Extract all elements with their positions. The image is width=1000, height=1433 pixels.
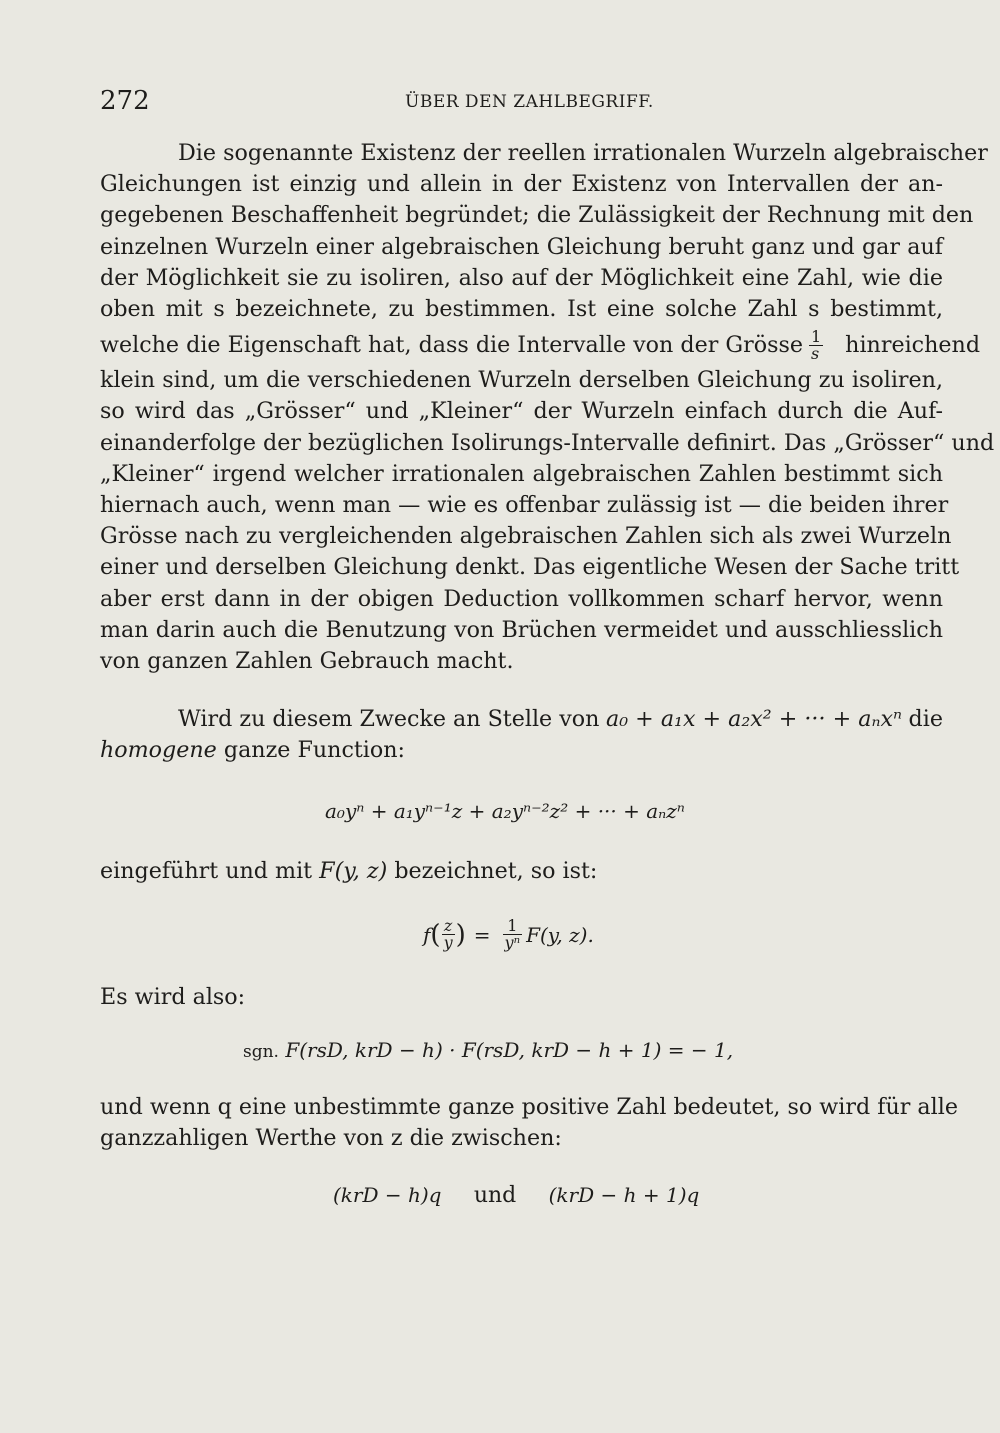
fraction-one-over-s: [809, 326, 823, 363]
text-line-with-fraction: [100, 325, 981, 365]
text-line: man darin auch die Benutzung von Brüchen vermeidet und ausschliesslich: [100, 616, 943, 643]
text-segment: hinreichend: [845, 332, 981, 359]
interval-und: und: [473, 1183, 517, 1208]
fraction-numerator: z: [442, 918, 455, 935]
polynomial-inline: a₀ + a₁x + a₂x² + ··· + aₙxⁿ: [606, 706, 902, 732]
text-line: einanderfolge der bezüglichen Isolirungs-Intervalle definirt. Das „Grösser“ und: [100, 429, 995, 456]
text-line: einzelnen Wurzeln einer algebraischen Gleichung beruht ganz und gar auf: [100, 233, 943, 260]
formula-lhs: f: [423, 922, 431, 947]
fraction-numerator: 1: [503, 918, 523, 935]
text-line: gegebenen Beschaffenheit begründet; die Zulässigkeit der Rechnung mit den: [100, 202, 974, 229]
fraction-numerator: 1: [810, 326, 822, 346]
text-segment: bezeichnet, so ist:: [394, 858, 598, 884]
fraction-z-over-y: [442, 918, 455, 951]
text-line: Die sogenannte Existenz der reellen irrationalen Wurzeln algebraischer: [178, 140, 988, 166]
formula-rhs: F(y, z).: [526, 922, 594, 947]
text-segment: Wird zu diesem Zwecke an Stelle von: [178, 706, 600, 732]
text-line: aber erst dann in der obigen Deduction vollkommen scharf hervor, wenn: [100, 585, 943, 612]
text-line: einer und derselben Gleichung denkt. Das eigentliche Wesen der Sache tritt: [100, 554, 960, 581]
text-line: klein sind, um die verschiedenen Wurzeln derselben Gleichung zu isoliren,: [100, 367, 943, 394]
text-line: [100, 735, 943, 766]
text-line: [100, 856, 943, 887]
function-F: F(y, z): [319, 858, 388, 884]
line-eingefuehrt: [100, 856, 943, 887]
formula-homogeneous: a₀yⁿ + a₁yⁿ⁻¹z + a₂yⁿ⁻²z² + ··· + aₙzⁿ: [325, 799, 685, 823]
text-line: ganzzahligen Werthe von z die zwischen:: [100, 1125, 562, 1152]
text-line: von ganzen Zahlen Gebrauch macht.: [100, 648, 514, 675]
fraction-denominator: y: [443, 933, 453, 952]
fraction-denominator: s: [810, 343, 820, 363]
fraction-group: [803, 325, 980, 365]
line-es-wird-also: [100, 982, 943, 1013]
text-line: oben mit s bezeichnete, zu bestimmen. Ist eine solche Zahl s bestimmt,: [100, 296, 943, 323]
paren-close: ): [455, 919, 466, 950]
text-line: Es wird also:: [100, 984, 246, 1010]
equals-sign: =: [473, 922, 491, 947]
page-number: 272: [100, 86, 150, 116]
text-line: Grösse nach zu vergleichenden algebraischen Zahlen sich als zwei Wurzeln: [100, 523, 952, 550]
text-segment: eingeführt und mit: [100, 858, 313, 884]
text-line: „Kleiner“ irgend welcher irrationalen algebraischen Zahlen bestimmt sich: [100, 460, 943, 487]
sgn-label: sgn.: [243, 1042, 279, 1062]
interval-left: (krD − h)q: [333, 1183, 442, 1207]
text-line: Gleichungen ist einzig und allein in der Existenz von Intervallen der an-: [100, 171, 943, 198]
text-line: so wird das „Grösser“ und „Kleiner“ der Wurzeln einfach durch die Auf-: [100, 398, 943, 425]
text-line: und wenn q eine unbestimmte ganze positive Zahl bedeutet, so wird für alle: [100, 1094, 958, 1120]
text-line: hiernach auch, wenn man — wie es offenbar zulässig ist — die beiden ihrer: [100, 492, 949, 519]
text-segment: ganze Function:: [223, 737, 406, 764]
paragraph-3: [100, 1092, 958, 1154]
text-segment: welche die Eigenschaft hat, dass die Intervalle von der Grösse: [100, 332, 803, 359]
formula-f-of-z-over-y: [423, 918, 594, 951]
interval-right: (krD − h + 1)q: [548, 1183, 700, 1207]
paragraph-1: [100, 138, 995, 677]
text-segment: die: [908, 706, 943, 732]
paren-open: (: [430, 919, 441, 950]
text-line: [100, 704, 943, 735]
page-header: [0, 86, 1000, 126]
italic-word: homogene: [100, 737, 217, 764]
fraction-denominator: yⁿ: [504, 933, 521, 952]
formula-interval: [333, 1183, 699, 1208]
formula-sgn: [243, 1038, 733, 1062]
running-title: ÜBER DEN ZAHLBEGRIFF.: [405, 92, 654, 112]
fraction-one-over-yn: [503, 918, 523, 951]
paragraph-2: [100, 704, 943, 766]
text-line: der Möglichkeit sie zu isoliren, also auf der Möglichkeit eine Zahl, wie die: [100, 264, 943, 291]
sgn-expression: F(rsD, krD − h) · F(rsD, krD − h + 1) = − 1,: [285, 1038, 734, 1062]
